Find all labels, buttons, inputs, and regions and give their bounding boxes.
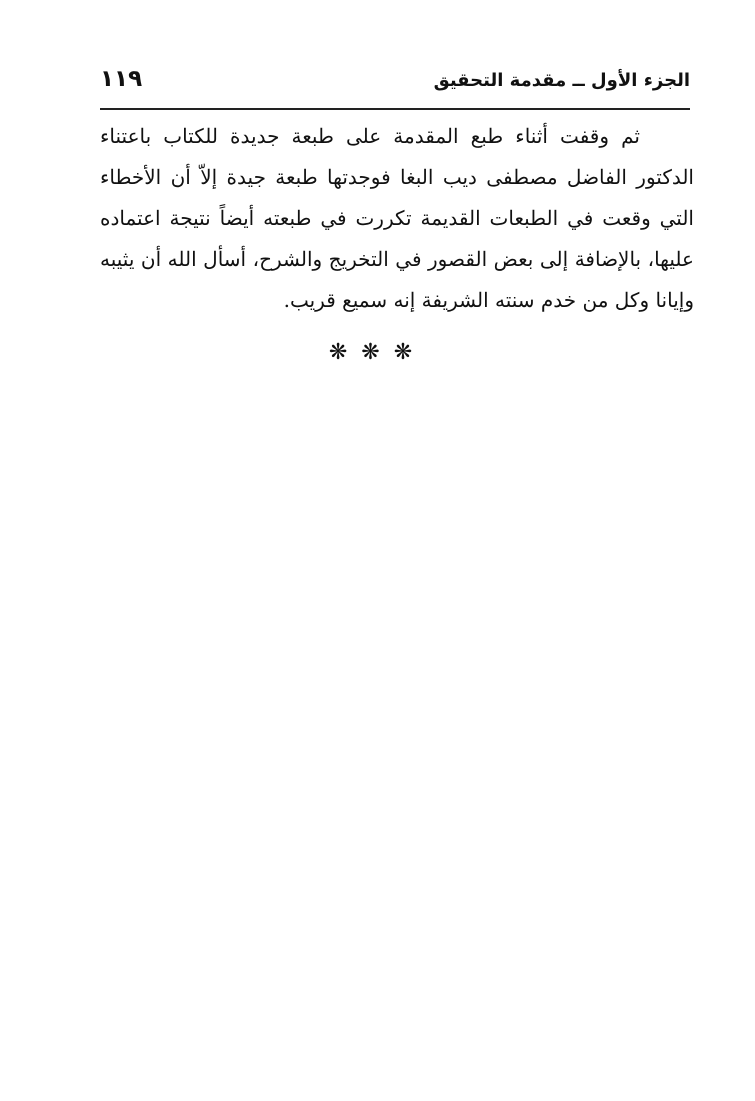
paragraph-line: ثم وقفت أثناء طبع المقدمة على طبعة جديدة للكتاب باعتناء [100,124,640,148]
running-title: الجزء الأول ــ مقدمة التحقيق [433,70,690,91]
body-paragraph [100,116,694,321]
paragraph-line: وإيانا وكل من خدم سنته الشريفة إنه سميع قريب. [283,288,694,312]
header-divider [100,108,690,110]
paragraph-line: عليها، بالإضافة إلى بعض القصور في التخريج والشرح، أسأل الله أن يثيبه [100,247,694,271]
page-number: ١١٩ [100,66,143,92]
paragraph-line: الدكتور الفاضل مصطفى ديب البغا فوجدتها طبعة جيدة إلاّ أن الأخطاء [100,165,694,189]
page-header [100,64,690,104]
section-separator-asterisks: ❋❋❋ [328,340,427,365]
paragraph-line: التي وقعت في الطبعات القديمة تكررت في طبعته أيضاً نتيجة اعتماده [100,206,694,230]
